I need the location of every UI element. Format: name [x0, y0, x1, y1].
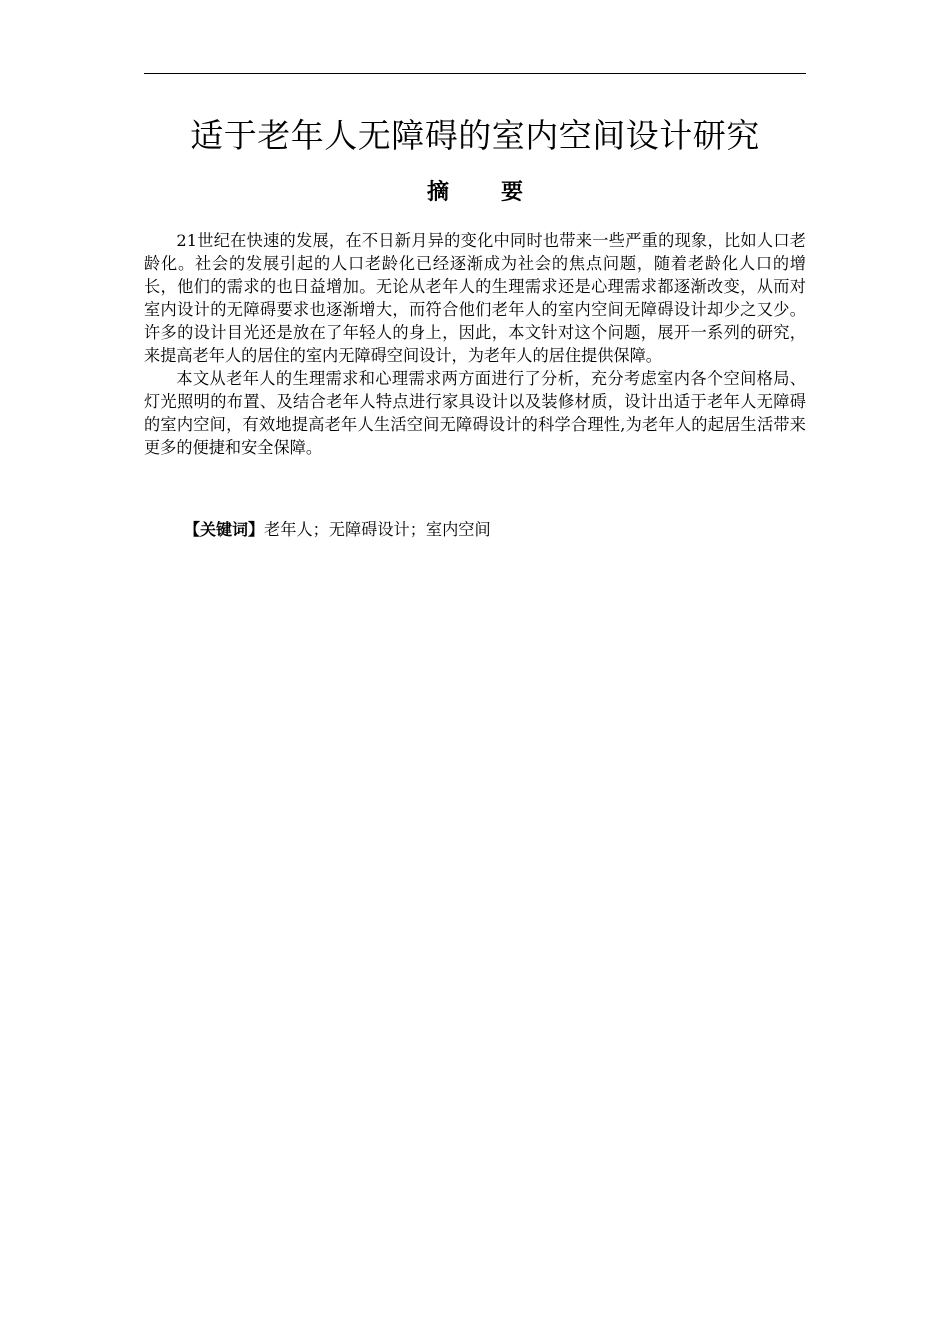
abstract-heading-char-2: 要	[501, 180, 524, 205]
header-rule	[144, 73, 806, 74]
abstract-body	[144, 229, 806, 459]
keywords-line	[184, 518, 806, 542]
keywords-text: 老年人；无障碍设计；室内空间	[264, 520, 491, 539]
abstract-paragraph: 21世纪在快速的发展，在不日新月异的变化中同时也带来一些严重的现象，比如人口老龄化。社会的发展引起的人口老龄化已经逐渐成为社会的焦点问题，随着老龄化人口的增长，他们的需求的也日益增加。无论从老年人的生理需求还是心理需求都逐渐改变，从而对室内设计的无障碍要求也逐渐增大，而符合他们老年人的室内空间无障碍设计却少之又少。许多的设计目光还是放在了年轻人的身上，因此，本文针对这个问题，展开一系列的研究，来提高老年人的居住的室内无障碍空间设计，为老年人的居住提供保障。	[144, 231, 806, 365]
abstract-paragraph: 本文从老年人的生理需求和心理需求两方面进行了分析，充分考虑室内各个空间格局、灯光照明的布置、及结合老年人特点进行家具设计以及装修材质，设计出适于老年人无障碍的室内空间，有效地提高老年人生活空间无障碍设计的科学合理性,为老年人的起居生活带来更多的便捷和安全保障。	[144, 369, 806, 457]
abstract-heading-char-1: 摘	[426, 180, 449, 205]
document-title: 适于老年人无障碍的室内空间设计研究	[190, 116, 760, 155]
keywords-label: 【关键词】	[184, 520, 265, 539]
abstract-heading	[0, 177, 950, 209]
